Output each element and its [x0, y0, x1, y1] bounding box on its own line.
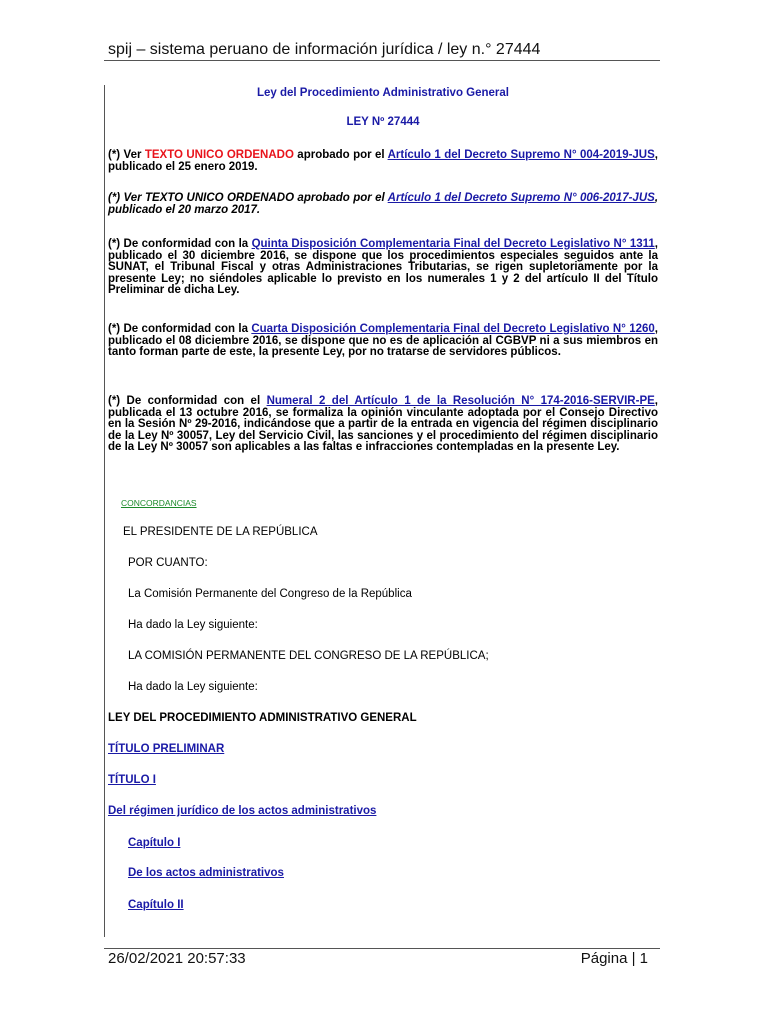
concordancias-link[interactable]: CONCORDANCIAS	[121, 498, 197, 508]
note-3-suffix: , publicado el 30 diciembre 2016, se dispone que los procedimientos especiales seguidos ante la SUNAT, el Tribunal Fiscal y otras Administraciones Tributarias, se rigen supletoriamente por la presente Ley; no siéndoles aplicable lo previsto en los numerales 1 y 2 del artículo II del Título Preliminar de dicha Ley.	[108, 238, 658, 296]
note-1-highlight: TEXTO UNICO ORDENADO	[144, 149, 294, 161]
preamble-comision-caps: LA COMISIÓN PERMANENTE DEL CONGRESO DE LA REPÚBLICA;	[128, 650, 489, 662]
footer-page-number: Página | 1	[580, 950, 648, 967]
footer-datetime: 26/02/2021 20:57:33	[108, 950, 246, 967]
note-4-link[interactable]: Cuarta Disposición Complementaria Final del Decreto Legislativo N° 1260	[251, 323, 655, 335]
preamble-por-cuanto: POR CUANTO:	[128, 557, 208, 569]
note-5-suffix: , publicada el 13 octubre 2016, se formaliza la opinión vinculante adoptada por el Consejo Directivo en la Sesión Nº 29-2016, indicándose que a partir de la entrada en vigencia del régimen disciplinario de la Ley Nº 30057, Ley del Servicio Civil, las sanciones y el procedimiento del régimen disciplinario de la Ley Nº 30057 son aplicables a las faltas e infracciones contempladas en la presente Ley.	[108, 395, 658, 453]
note-2-suffix: , publicado el 20 marzo 2017.	[108, 192, 659, 216]
note-1	[108, 150, 658, 173]
header-divider	[104, 60, 660, 61]
toc-capitulo-ii[interactable]: Capítulo II	[128, 899, 184, 911]
note-5-link[interactable]: Numeral 2 del Artículo 1 de la Resolución N° 174-2016-SERVIR-PE	[266, 395, 655, 407]
preamble-ha-dado-2: Ha dado la Ley siguiente:	[128, 681, 258, 693]
left-margin-rule	[104, 85, 105, 937]
note-4-suffix: , publicado el 08 diciembre 2016, se dispone que no es de aplicación al CGBVP ni a sus miembros en tanto forman parte de este, la presente Ley, por no tratarse de servidores públicos.	[108, 323, 658, 358]
note-1-link[interactable]: Artículo 1 del Decreto Supremo N° 004-2019-JUS	[387, 149, 655, 161]
document-title: Ley del Procedimiento Administrativo General	[256, 87, 509, 99]
toc-capitulo-i[interactable]: Capítulo I	[128, 837, 181, 849]
note-1-middle: aprobado por el	[293, 149, 388, 161]
note-3-prefix: (*) De conformidad con la	[108, 238, 252, 250]
note-5-prefix: (*) De conformidad con el	[108, 395, 267, 407]
toc-actos-administrativos[interactable]: De los actos administrativos	[128, 867, 284, 879]
preamble-comision: La Comisión Permanente del Congreso de la República	[128, 588, 412, 600]
toc-titulo-i[interactable]: TÍTULO I	[108, 774, 156, 786]
toc-titulo-preliminar[interactable]: TÍTULO PRELIMINAR	[108, 743, 225, 755]
note-3-link[interactable]: Quinta Disposición Complementaria Final del Decreto Legislativo N° 1311	[251, 238, 655, 250]
note-2-prefix: (*) Ver TEXTO UNICO ORDENADO aprobado por el	[108, 192, 388, 204]
note-2	[108, 193, 658, 216]
note-1-prefix: (*) Ver	[108, 149, 145, 161]
note-4-prefix: (*) De conformidad con la	[108, 323, 252, 335]
law-heading: LEY DEL PROCEDIMIENTO ADMINISTRATIVO GENERAL	[108, 712, 417, 724]
note-3	[108, 239, 658, 297]
footer-divider	[104, 948, 660, 949]
note-2-link[interactable]: Artículo 1 del Decreto Supremo N° 006-2017-JUS	[387, 192, 655, 204]
preamble-ha-dado-1: Ha dado la Ley siguiente:	[128, 619, 258, 631]
note-5	[108, 396, 658, 454]
preamble-president: EL PRESIDENTE DE LA REPÚBLICA	[123, 526, 318, 538]
law-number: LEY Nº 27444	[346, 116, 420, 128]
page-header-title: spij – sistema peruano de información jurídica / ley n.° 27444	[108, 41, 541, 58]
note-1-suffix: , publicado el 25 enero 2019.	[108, 149, 658, 173]
note-4	[108, 324, 658, 359]
toc-regimen-juridico[interactable]: Del régimen jurídico de los actos administrativos	[108, 805, 377, 817]
